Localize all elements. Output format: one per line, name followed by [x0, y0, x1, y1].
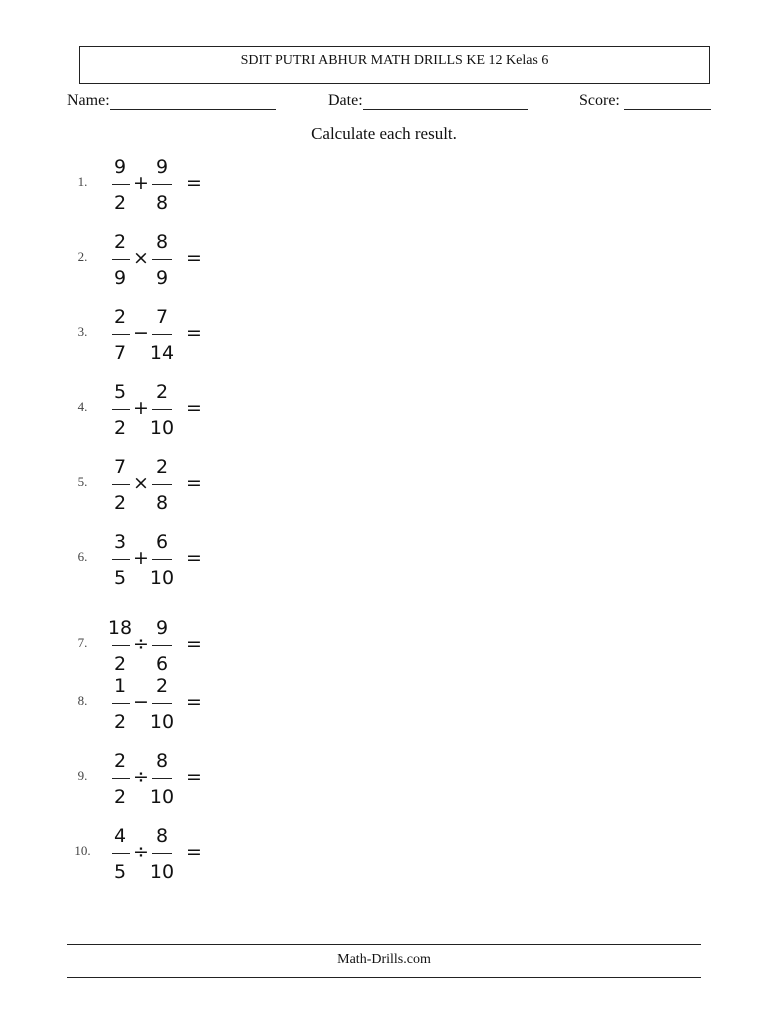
- fraction-2-bar: [152, 703, 172, 704]
- problem-number: 10.: [74, 843, 91, 858]
- fraction-2-numerator: 6: [155, 531, 169, 553]
- equals-sign: =: [186, 322, 202, 344]
- fraction-1-bar: [112, 559, 130, 560]
- fraction-2-numerator: 8: [155, 231, 169, 253]
- fraction-2-numerator: 8: [155, 750, 169, 772]
- footer-top-rule: [67, 944, 701, 945]
- worksheet-title-box: [79, 46, 710, 84]
- operator-symbol: ÷: [133, 841, 149, 863]
- fraction-1-numerator: 7: [113, 456, 127, 478]
- operator-symbol: +: [133, 547, 149, 569]
- problem-number: 7.: [77, 635, 88, 650]
- fraction-2-numerator: 8: [155, 825, 169, 847]
- fraction-2-denominator: 9: [155, 267, 169, 289]
- score-field: [579, 92, 711, 110]
- problem-number: 5.: [77, 474, 88, 489]
- date-label: Date:: [328, 92, 363, 109]
- fraction-2-bar: [152, 484, 172, 485]
- fraction-2-bar: [152, 778, 172, 779]
- fraction-1-denominator: 5: [113, 861, 127, 883]
- operator-symbol: ×: [133, 247, 149, 269]
- fraction-1-bar: [112, 259, 130, 260]
- score-blank[interactable]: [624, 93, 711, 110]
- equals-sign: =: [186, 397, 202, 419]
- equals-sign: =: [186, 172, 202, 194]
- fraction-1-bar: [112, 645, 130, 646]
- equals-sign: =: [186, 472, 202, 494]
- fraction-2-bar: [152, 334, 172, 335]
- fraction-1-numerator: 5: [113, 381, 127, 403]
- date-blank[interactable]: [363, 93, 528, 110]
- fraction-2-bar: [152, 853, 172, 854]
- name-label: Name:: [67, 92, 110, 109]
- problem-number: 4.: [77, 399, 88, 414]
- instructions: Calculate each result.: [311, 124, 457, 143]
- fraction-2-denominator: 14: [149, 342, 175, 364]
- equals-sign: =: [186, 247, 202, 269]
- equals-sign: =: [186, 841, 202, 863]
- fraction-2-bar: [152, 409, 172, 410]
- fraction-1-denominator: 2: [113, 192, 127, 214]
- fraction-2-denominator: 6: [155, 653, 169, 675]
- fraction-2-denominator: 10: [149, 711, 175, 733]
- fraction-1-numerator: 2: [113, 750, 127, 772]
- fraction-2-bar: [152, 645, 172, 646]
- equals-sign: =: [186, 547, 202, 569]
- fraction-1-numerator: 2: [113, 306, 127, 328]
- fraction-1-denominator: 2: [113, 711, 127, 733]
- fraction-2-denominator: 8: [155, 492, 169, 514]
- problem-number: 6.: [77, 549, 88, 564]
- fraction-1-denominator: 2: [113, 417, 127, 439]
- operator-symbol: +: [133, 172, 149, 194]
- fraction-2-denominator: 8: [155, 192, 169, 214]
- fraction-1-bar: [112, 778, 130, 779]
- problem-number: 1.: [77, 174, 88, 189]
- fraction-1-bar: [112, 703, 130, 704]
- fraction-2-numerator: 9: [155, 617, 169, 639]
- fraction-1-bar: [112, 184, 130, 185]
- operator-symbol: −: [133, 322, 149, 344]
- operator-symbol: ÷: [133, 766, 149, 788]
- fraction-2-numerator: 2: [155, 381, 169, 403]
- fraction-1-numerator: 9: [113, 156, 127, 178]
- fraction-2-numerator: 2: [155, 456, 169, 478]
- fraction-1-denominator: 2: [113, 653, 127, 675]
- name-field: [67, 92, 276, 110]
- fraction-2-denominator: 10: [149, 417, 175, 439]
- name-blank[interactable]: [110, 93, 276, 110]
- fraction-2-bar: [152, 559, 172, 560]
- fraction-1-numerator: 2: [113, 231, 127, 253]
- fraction-1-denominator: 5: [113, 567, 127, 589]
- operator-symbol: −: [133, 691, 149, 713]
- footer-text: Math-Drills.com: [337, 952, 431, 967]
- equals-sign: =: [186, 633, 202, 655]
- fraction-1-denominator: 2: [113, 786, 127, 808]
- fraction-1-numerator: 1: [113, 675, 127, 697]
- fraction-1-bar: [112, 334, 130, 335]
- fraction-1-denominator: 2: [113, 492, 127, 514]
- problem-number: 2.: [77, 249, 88, 264]
- equals-sign: =: [186, 766, 202, 788]
- date-field: [328, 92, 528, 110]
- fraction-2-bar: [152, 259, 172, 260]
- score-label: Score:: [579, 92, 620, 109]
- fraction-2-numerator: 9: [155, 156, 169, 178]
- problem-number: 8.: [77, 693, 88, 708]
- footer-bottom-rule: [67, 977, 701, 978]
- fraction-2-denominator: 10: [149, 567, 175, 589]
- fraction-1-numerator: 18: [107, 617, 133, 639]
- fraction-1-numerator: 4: [113, 825, 127, 847]
- fraction-2-denominator: 10: [149, 861, 175, 883]
- fraction-2-numerator: 7: [155, 306, 169, 328]
- fraction-2-bar: [152, 184, 172, 185]
- fraction-1-bar: [112, 853, 130, 854]
- fraction-1-bar: [112, 409, 130, 410]
- operator-symbol: ×: [133, 472, 149, 494]
- fraction-1-denominator: 7: [113, 342, 127, 364]
- fraction-2-numerator: 2: [155, 675, 169, 697]
- fraction-1-denominator: 9: [113, 267, 127, 289]
- fraction-1-bar: [112, 484, 130, 485]
- problem-number: 3.: [77, 324, 88, 339]
- operator-symbol: +: [133, 397, 149, 419]
- worksheet-title: SDIT PUTRI ABHUR MATH DRILLS KE 12 Kelas 6: [240, 53, 549, 68]
- fraction-2-denominator: 10: [149, 786, 175, 808]
- fraction-1-numerator: 3: [113, 531, 127, 553]
- operator-symbol: ÷: [133, 633, 149, 655]
- equals-sign: =: [186, 691, 202, 713]
- problem-number: 9.: [77, 768, 88, 783]
